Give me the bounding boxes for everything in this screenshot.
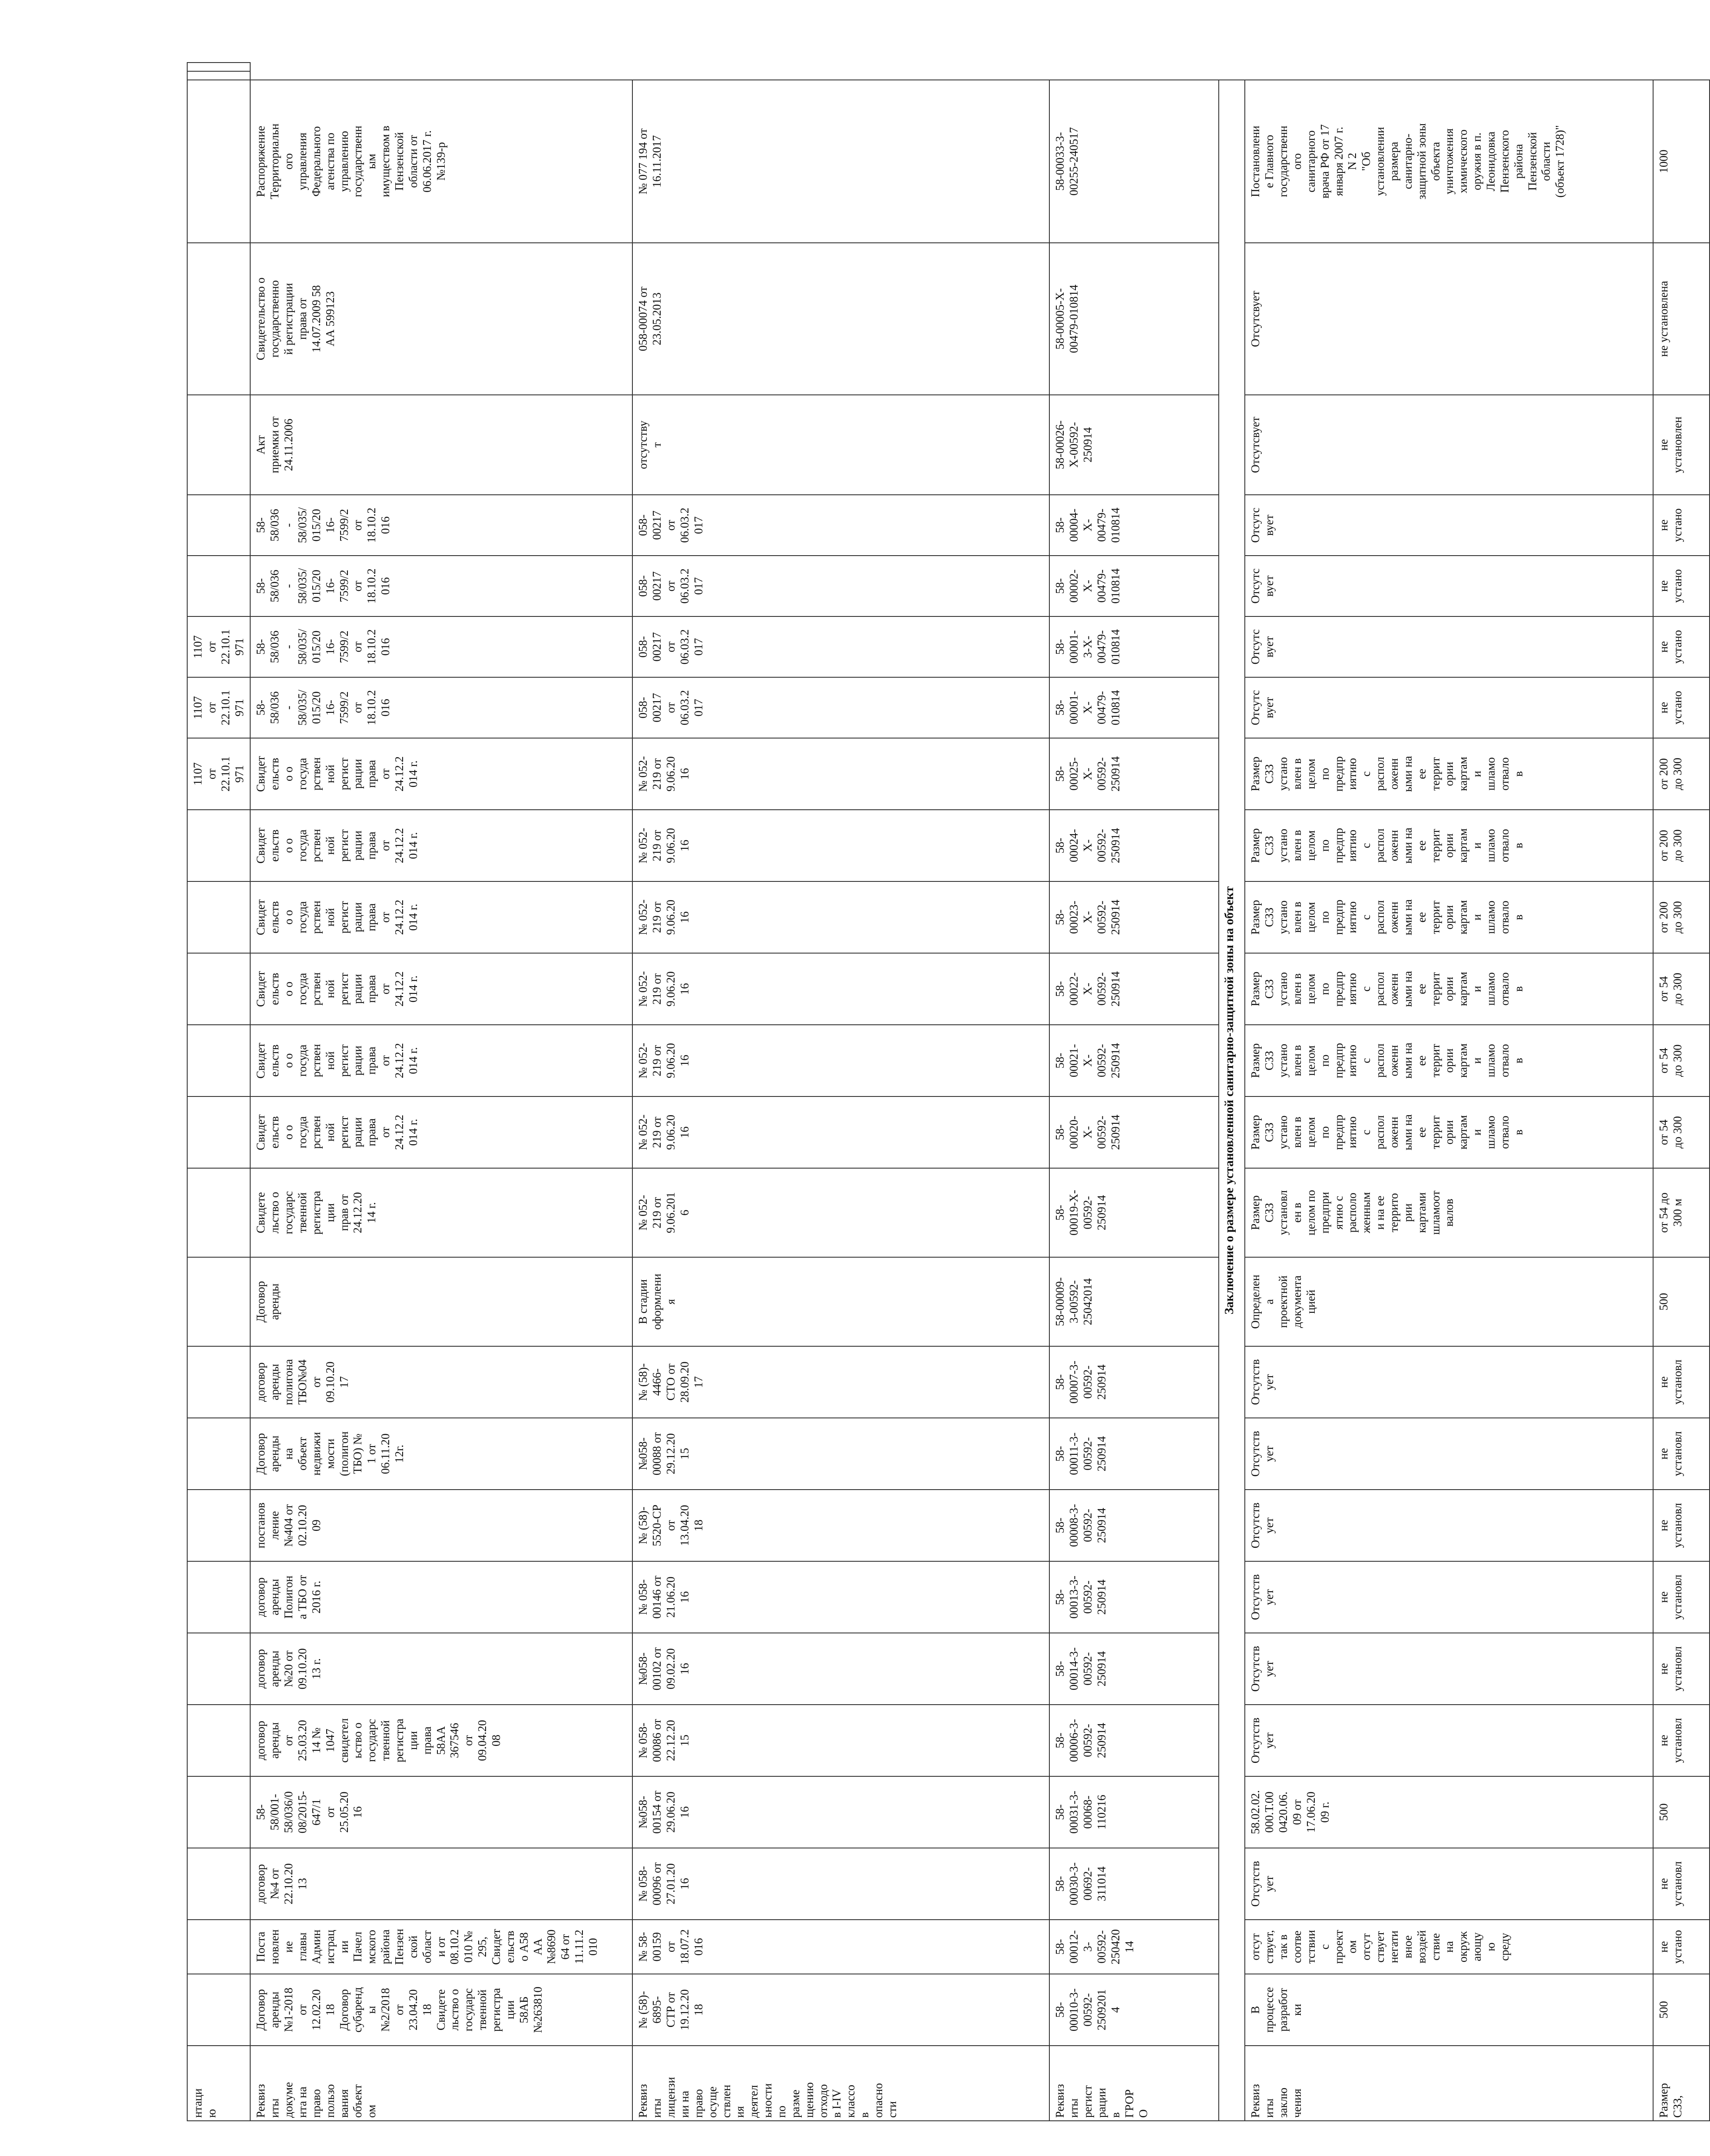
table-cell: 1107 от 22.10.1 971 xyxy=(187,616,250,677)
table-cell: Отсутств ует xyxy=(1245,1346,1653,1418)
table-cell: не устано xyxy=(1653,495,1710,556)
table-cell: № 058- 00096 от 27.01.20 16 xyxy=(632,1848,1049,1920)
table-cell xyxy=(187,63,250,71)
table-cell: Свидет ельств о о госуда рствен ной регист рации права от 24.12.2 014 г. xyxy=(250,810,632,881)
row-label: Реквиз иты лицензи ии на право осуще ствлен ия деятел ьности по разме щению отходо в I-IV классо в опасно сти xyxy=(632,2046,1049,2121)
table-cell: № 052- 219 от 9.06.20 16 xyxy=(632,881,1049,953)
table-row xyxy=(250,63,632,2121)
table-cell xyxy=(187,1776,250,1848)
table-cell: № (58)- 5520-СР от 13.04.20 18 xyxy=(632,1490,1049,1561)
table-cell xyxy=(187,881,250,953)
table-cell: 1107 от 22.10.1 971 xyxy=(187,677,250,738)
table-cell: договор аренды Полигон а ТБО от 2016 г. xyxy=(250,1561,632,1633)
table-cell: № 052- 219 от 9.06.20 16 xyxy=(632,1096,1049,1168)
table-cell: № 058- 00146 от 21.06.20 16 xyxy=(632,1561,1049,1633)
table-cell: от 54 до 300 xyxy=(1653,1096,1710,1168)
table-cell xyxy=(187,495,250,556)
row-label: Реквиз иты заклю чения xyxy=(1245,2046,1653,2121)
table-cell: Свидет ельств о о госуда рствен ной регист рации права от 24.12.2 014 г. xyxy=(250,1025,632,1096)
table-cell xyxy=(187,1490,250,1561)
table-cell: 500 xyxy=(1653,1776,1710,1848)
table-cell: отсутству т xyxy=(632,395,1049,495)
table-cell: Договор аренды на объект недвижи мости (полигон ТБО) № 1 от 06.11.20 12г. xyxy=(250,1418,632,1490)
row-label: Размер СЗЗ, xyxy=(1653,2046,1710,2121)
table-cell: Размер СЗЗ установл ен в целом по предпри ятию с располо женным и на ее террито рии картами шламоот валов xyxy=(1245,1168,1653,1257)
table-cell: Определен а проектной документа цией xyxy=(1245,1257,1653,1346)
table-cell: № (58)- 4466- СТО от 28.09.20 17 xyxy=(632,1346,1049,1418)
table-cell: 58-00033-3- 00255-240517 xyxy=(1049,80,1219,243)
table-cell xyxy=(187,71,250,80)
table-cell: 58.02.02. 000.Т.00 0420.06. 09 от 17.06.20 09 г. xyxy=(1245,1776,1653,1848)
table-cell: 58- 00023- Х- 00592- 250914 xyxy=(1049,881,1219,953)
section-title: Заключение о размере установленной санитарно-защитной зоны на объект xyxy=(1219,80,1245,2121)
table-cell: Договор аренды №1-2018 от 12.02.20 18 Договор субаренд ы №2/2018 от 23.04.20 18 Свидете льство о государс твенной регистра ции 58АБ №263810 xyxy=(250,1974,632,2046)
table-cell xyxy=(187,953,250,1025)
table-cell: Отсутств ует xyxy=(1245,1705,1653,1776)
table-cell xyxy=(187,1848,250,1920)
table-cell xyxy=(187,1633,250,1705)
table-cell: не установл xyxy=(1653,1848,1710,1920)
table-cell: 1000 xyxy=(1653,80,1710,243)
table-cell: Отсутс вует xyxy=(1245,556,1653,616)
table-cell xyxy=(187,1705,250,1776)
table-row xyxy=(1653,63,1710,2121)
table-cell: 58-00026- Х-00592- 250914 xyxy=(1049,395,1219,495)
table-cell: 58- 00019-Х- 00592- 250914 xyxy=(1049,1168,1219,1257)
table-cell: 58-00009- 3-00592- 25042014 xyxy=(1049,1257,1219,1346)
table-cell: 58- 00001- Х- 00479- 010814 xyxy=(1049,677,1219,738)
table-cell: Свидет ельств о о госуда рствен ной регист рации права от 24.12.2 014 г. xyxy=(250,738,632,810)
table-cell: не устано xyxy=(1653,556,1710,616)
table-cell xyxy=(187,1418,250,1490)
table-cell xyxy=(187,395,250,495)
table-cell: не установлена xyxy=(1653,243,1710,395)
section-title-row xyxy=(1219,63,1245,2121)
table-cell: не установл xyxy=(1653,1705,1710,1776)
table-row xyxy=(632,63,1049,2121)
table-cell: 1107 от 22.10.1 971 xyxy=(187,738,250,810)
row-label: нтаци ю xyxy=(187,2046,250,2121)
table-cell: 58- 00007-3- 00592- 250914 xyxy=(1049,1346,1219,1418)
table-cell: 58- 00031-3- 00068- 110216 xyxy=(1049,1776,1219,1848)
table-cell: 058- 00217 от 06.03.2 017 xyxy=(632,677,1049,738)
table-cell: Отсутс вует xyxy=(1245,495,1653,556)
table-cell: 58- 58/001- 58/036/0 08/2015- 647/1 от 25.05.20 16 xyxy=(250,1776,632,1848)
table-cell: 58-00005-Х- 00479-010814 xyxy=(1049,243,1219,395)
table-cell xyxy=(187,1920,250,1974)
table-cell: Отсутств ует xyxy=(1245,1418,1653,1490)
table-cell: Свидет ельств о о госуда рствен ной регист рации права от 24.12.2 014 г. xyxy=(250,881,632,953)
table-cell: от 54 до 300 xyxy=(1653,1025,1710,1096)
table-cell: 58- 00025- Х- 00592- 250914 xyxy=(1049,738,1219,810)
table-cell: Договор аренды xyxy=(250,1257,632,1346)
table-row xyxy=(1049,63,1219,2121)
table-cell: 58- 00022- Х- 00592- 250914 xyxy=(1049,953,1219,1025)
table-cell: №058- 00088 от 29.12.20 15 xyxy=(632,1418,1049,1490)
table-cell: Свидет ельств о о госуда рствен ной регист рации права от 24.12.2 014 г. xyxy=(250,953,632,1025)
table-cell: 58- 00004- Х- 00479- 010814 xyxy=(1049,495,1219,556)
table-cell: 58- 58/036 - 58/035/ 015/20 16- 7599/2 от 18.10.2 016 xyxy=(250,616,632,677)
table-cell: № 052- 219 от 9.06.20 16 xyxy=(632,1025,1049,1096)
table-cell: № 052- 219 от 9.06.20 16 xyxy=(632,738,1049,810)
table-cell xyxy=(187,1257,250,1346)
table-cell: 58- 00008-3- 00592- 250914 xyxy=(1049,1490,1219,1561)
table-cell: 58- 00014-3- 00592- 250914 xyxy=(1049,1633,1219,1705)
table-cell: не устано xyxy=(1653,677,1710,738)
table-cell: Размер СЗЗ устано влен в целом по предпр иятию с распол оженн ыми на ее террит ории картам и шламо отвало в xyxy=(1245,810,1653,881)
table-cell: 58- 00020- Х- 00592- 250914 xyxy=(1049,1096,1219,1168)
data-table xyxy=(187,62,1710,2121)
table-cell xyxy=(187,1346,250,1418)
table-cell: Свидет ельств о о госуда рствен ной регист рации права от 24.12.2 014 г. xyxy=(250,1096,632,1168)
table-cell: Размер СЗЗ устано влен в целом по предпр иятию с распол оженн ыми на ее террит ории картам и шламо отвало в xyxy=(1245,1025,1653,1096)
table-cell: № 052- 219 от 9.06.201 6 xyxy=(632,1168,1049,1257)
table-cell: Акт приемки от 24.11.2006 xyxy=(250,395,632,495)
table-cell: 58- 00002- Х- 00479- 010814 xyxy=(1049,556,1219,616)
table-cell: 500 xyxy=(1653,1974,1710,2046)
table-cell: № 077 194 от 16.11.2017 xyxy=(632,80,1049,243)
table-cell: Отсутств ует xyxy=(1245,1633,1653,1705)
table-cell xyxy=(187,243,250,395)
table-cell: от 54 до 300 м xyxy=(1653,1168,1710,1257)
table-cell: Отсутсвует xyxy=(1245,395,1653,495)
table-cell: 58- 00010-3- 00592- 2509201 4 xyxy=(1049,1974,1219,2046)
row-label: Реквиз иты докуме нта на право пользо вания объект ом xyxy=(250,2046,632,2121)
table-cell: 58- 00012- 3- 00592- 250420 14 xyxy=(1049,1920,1219,1974)
table-cell: 58- 58/036 - 58/035/ 015/20 16- 7599/2 от 18.10.2 016 xyxy=(250,677,632,738)
table-cell: не установл xyxy=(1653,1490,1710,1561)
table-cell: 58- 00013-3- 00592- 250914 xyxy=(1049,1561,1219,1633)
table-cell: отсут ствует, так в соотве тствии с проект ом отсут ствует негати вное воздей ствие на окруж ающу ю среду xyxy=(1245,1920,1653,1974)
table-cell: постанов ление №404 от 02.10.20 09 xyxy=(250,1490,632,1561)
table-cell: Распоряжение Территориальн ого управления Федерального агенства по управлению государственн ым имуществом в Пензенской области от 06.06.2017 г. №139-р xyxy=(250,80,632,243)
table-cell: Отсутств ует xyxy=(1245,1490,1653,1561)
table-cell: Свидетельство о государственно й регистрации права от 14.07.2009 58 АА 599123 xyxy=(250,243,632,395)
table-cell: 058- 00217 от 06.03.2 017 xyxy=(632,616,1049,677)
table-cell: Отсутств ует xyxy=(1245,1848,1653,1920)
table-cell: 58- 00021- Х- 00592- 250914 xyxy=(1049,1025,1219,1096)
table-cell: Отсутсвует xyxy=(1245,243,1653,395)
table-cell: В процессе разработ ки xyxy=(1245,1974,1653,2046)
table-cell: 58- 00024- Х- 00592- 250914 xyxy=(1049,810,1219,881)
table-cell: Свидете льство о государс твенной регистра ции прав от 24.12.20 14 г. xyxy=(250,1168,632,1257)
table-cell: 58- 58/036 - 58/035/ 015/20 16- 7599/2 от 18.10.2 016 xyxy=(250,495,632,556)
table-cell: Отсутс вует xyxy=(1245,616,1653,677)
table-cell: № 052- 219 от 9.06.20 16 xyxy=(632,953,1049,1025)
table-cell: от 200 до 300 xyxy=(1653,738,1710,810)
table-cell: Постановлени е Главного государственн ого санитарного врача РФ от 17 января 2007 г. N 2 "Об установлении размера санитарно- защитной зоны объекта уничтожения химического оружия в п. Леонидовка Пензенского района Пензенской области (объект 1728)" xyxy=(1245,80,1653,243)
table-cell: от 200 до 300 xyxy=(1653,810,1710,881)
table-cell: не установл xyxy=(1653,1561,1710,1633)
table-cell: Отсутств ует xyxy=(1245,1561,1653,1633)
table-cell: 58- 58/036 - 58/035/ 015/20 16- 7599/2 от 18.10.2 016 xyxy=(250,556,632,616)
table-cell: от 54 до 300 xyxy=(1653,953,1710,1025)
table-cell: 058-00074 от 23.05.2013 xyxy=(632,243,1049,395)
table-cell xyxy=(187,80,250,243)
table-cell: Размер СЗЗ устано влен в целом по предпр иятию с распол оженн ыми на ее террит ории картам и шламо отвало в xyxy=(1245,953,1653,1025)
table-cell: не устано xyxy=(1653,1920,1710,1974)
table-cell xyxy=(187,556,250,616)
table-cell: Размер СЗЗ устано влен в целом по предпр иятию с распол оженн ыми на ее террит ории картам и шламо отвало в xyxy=(1245,1096,1653,1168)
table-cell: В стадии оформлени я xyxy=(632,1257,1049,1346)
table-cell: 58- 00001- 3-Х- 00479- 010814 xyxy=(1049,616,1219,677)
table-cell: № 58- 00159 от 18.07.2 016 xyxy=(632,1920,1049,1974)
table-cell: не установл xyxy=(1653,1633,1710,1705)
table-cell: 58- 00006-3- 00592- 250914 xyxy=(1049,1705,1219,1776)
table-cell xyxy=(187,1025,250,1096)
table-cell: Размер СЗЗ устано влен в целом по предпр иятию с распол оженн ыми на ее террит ории картам и шламо отвало в xyxy=(1245,738,1653,810)
table-row xyxy=(1245,63,1653,2121)
table-cell: договор аренды №20 от 09.10.20 13 г. xyxy=(250,1633,632,1705)
table-cell: 058- 00217 от 06.03.2 017 xyxy=(632,556,1049,616)
table-cell: договор аренды полигона ТБО№04 от 09.10.20 17 xyxy=(250,1346,632,1418)
row-label: Реквиз иты регист рации в ГРОР О xyxy=(1049,2046,1219,2121)
table-cell: 058- 00217 от 06.03.2 017 xyxy=(632,495,1049,556)
table-cell xyxy=(187,1561,250,1633)
table-cell: Поста новлен ие главы Админ истрац ии Пачел мского района Пензен ской област и от 08.10.2 010 № 295, Свидет ельств о А58 АА №8690 64 от 11.11.2 010 xyxy=(250,1920,632,1974)
table-cell: не установл xyxy=(1653,1418,1710,1490)
table-cell: № 052- 219 от 9.06.20 16 xyxy=(632,810,1049,881)
table-cell: №058- 00154 от 29.06.20 16 xyxy=(632,1776,1049,1848)
table-cell: договор №4 от 22.10.20 13 xyxy=(250,1848,632,1920)
table-cell: Размер СЗЗ устано влен в целом по предпр иятию с распол оженн ыми на ее террит ории картам и шламо отвало в xyxy=(1245,881,1653,953)
table-cell: №058- 00102 от 09.02.20 16 xyxy=(632,1633,1049,1705)
table-cell: договор аренды от 25.03.20 14 № 1047 свидетел ьство о государс твенной регистра ции права 58АА 367546 от 09.04.20 08 xyxy=(250,1705,632,1776)
table-cell: не устано xyxy=(1653,616,1710,677)
table-cell xyxy=(187,1096,250,1168)
table-cell xyxy=(187,810,250,881)
table-cell xyxy=(187,1974,250,2046)
table-cell: 500 xyxy=(1653,1257,1710,1346)
table-cell: не установлен xyxy=(1653,395,1710,495)
table-cell: 58- 00011-3- 00592- 250914 xyxy=(1049,1418,1219,1490)
table-cell: № (58)- 6895- СТР от 19.12.20 18 xyxy=(632,1974,1049,2046)
table-cell: не установл xyxy=(1653,1346,1710,1418)
table-cell: 58- 00030-3- 00692- 311014 xyxy=(1049,1848,1219,1920)
table-cell: от 200 до 300 xyxy=(1653,881,1710,953)
table-row xyxy=(187,63,250,2121)
table-cell: № 058- 00086 от 22.12.20 15 xyxy=(632,1705,1049,1776)
table-cell xyxy=(187,1168,250,1257)
table-cell: Отсутс вует xyxy=(1245,677,1653,738)
